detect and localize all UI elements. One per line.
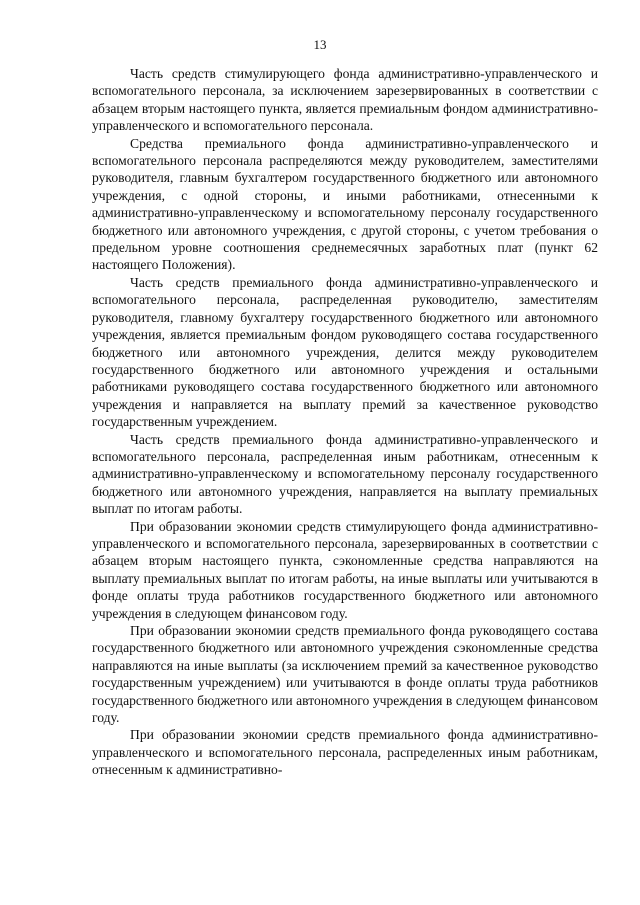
paragraph-4: Часть средств премиального фонда административно-управленческого и вспомогательного персонала, распределенная иным работникам, отнесенным к административно-управленческому и вспомогательному персоналу государственного бюджетного или автономного учреждения, направляется на выплату премиальных выплат по итогам работы.: [92, 431, 598, 517]
paragraph-1: Часть средств стимулирующего фонда административно-управленческого и вспомогательного персонала, за исключением зарезервированных в соответствии с абзацем вторым настоящего пункта, является премиальным фондом административно-управленческого и вспомогательного персонала.: [92, 66, 598, 134]
paragraph-5: При образовании экономии средств стимулирующего фонда административно-управленческого и вспомогательного персонала, зарезервированных в соответствии с абзацем вторым настоящего пункта, сэкономленные средства направляются на выплату премиальных выплат по итогам работы, на иные выплаты или учитываются в фонде оплаты труда работников государственного бюджетного или автономного учреждения в следующем финансовом году.: [92, 518, 598, 621]
page-number: 13: [313, 37, 327, 52]
document-body: [92, 65, 598, 779]
paragraph-6: При образовании экономии средств премиального фонда руководящего состава государственного бюджетного или автономного учреждения сэкономленные средства направляются на иные выплаты (за исключением премий за качественное руководство государственным учреждением) или учитываются в фонде оплаты труда работников государственного бюджетного или автономного учреждения в следующем финансовом году.: [92, 623, 598, 726]
paragraph-7: При образовании экономии средств премиального фонда административно-управленческого и вспомогательного персонала, распределенных иным работникам, отнесенным к административно-: [92, 727, 598, 778]
paragraph-2: Средства премиального фонда административно-управленческого и вспомогательного персонала распределяются между руководителем, заместителями руководителя, главным бухгалтером государственного бюджетного или автономного учреждения, с одной стороны, и иными работниками, отнесенными к административно-управленческому и вспомогательному персоналу государственного бюджетного или автономного учреждения, с другой стороны, с учетом требования о предельном уровне соотношения среднемесячных заработных плат (пункт 62 настоящего Положения).: [92, 135, 598, 273]
paragraph-3: Часть средств премиального фонда административно-управленческого и вспомогательного персонала, распределенная руководителю, заместителям руководителя, главному бухгалтеру государственного бюджетного или автономного учреждения, является премиальным фондом руководящего состава государственного бюджетного или автономного учреждения, делится между руководителем государственного бюджетного или автономного учреждения и остальными работниками руководящего состава государственного бюджетного или автономного учреждения и направляется на выплату премий за качественное руководство государственным учреждением.: [92, 274, 598, 430]
